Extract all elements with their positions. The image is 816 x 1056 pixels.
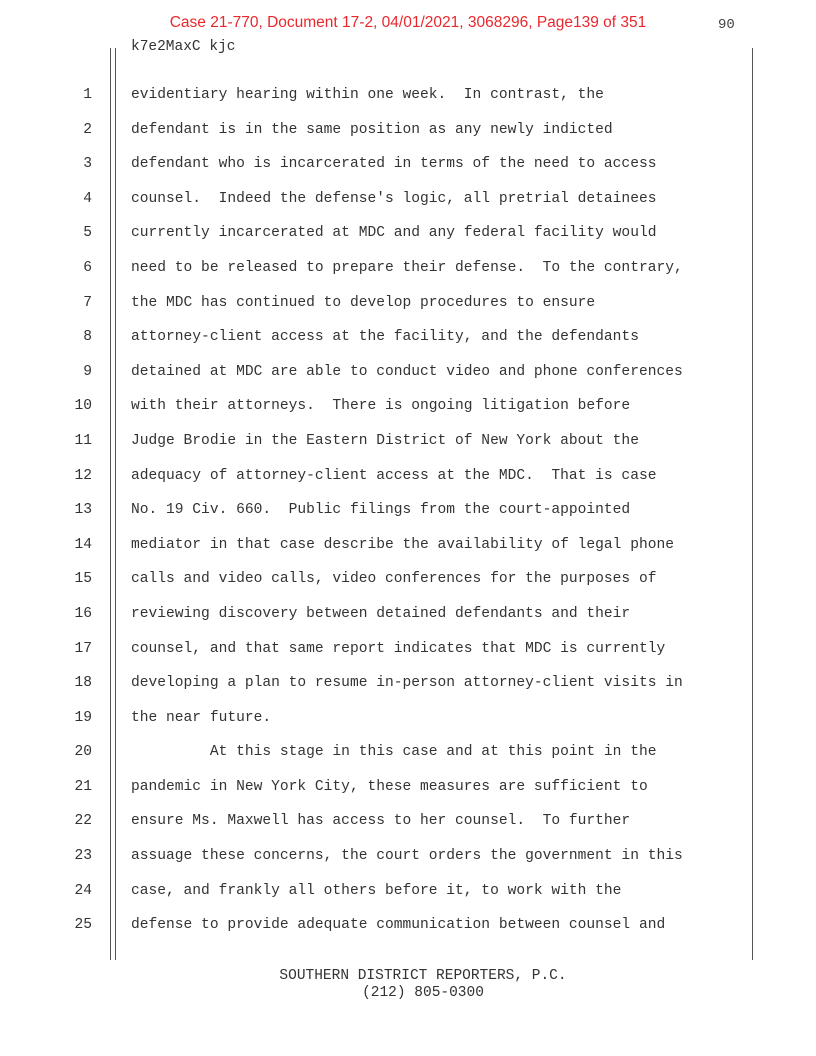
transcript-line: assuage these concerns, the court orders the government in this [131, 848, 683, 865]
left-margin-rule-inner [115, 48, 116, 960]
line-number: 18 [74, 675, 92, 692]
transcript-line: Judge Brodie in the Eastern District of New York about the [131, 432, 639, 449]
transcript-line: detained at MDC are able to conduct video and phone conferences [131, 363, 683, 380]
line-number: 11 [74, 432, 92, 449]
line-number: 14 [74, 536, 92, 553]
transcript-line: counsel. Indeed the defense's logic, all pretrial detainees [131, 190, 657, 207]
right-margin-rule [752, 48, 753, 960]
case-stamp: Case 21-770, Document 17-2, 04/01/2021, 3068296, Page139 of 351 [169, 14, 647, 31]
transcript-line: pandemic in New York City, these measures are sufficient to [131, 778, 648, 795]
transcript-line: defense to provide adequate communication between counsel and [131, 917, 666, 934]
transcript-line: currently incarcerated at MDC and any federal facility would [131, 225, 657, 242]
line-number: 10 [74, 398, 92, 415]
transcript-line: calls and video calls, video conferences for the purposes of [131, 571, 657, 588]
reporter-name: SOUTHERN DISTRICT REPORTERS, P.C. [279, 968, 567, 984]
line-number: 4 [83, 190, 92, 207]
page-number: 90 [718, 17, 735, 33]
line-number: 23 [74, 848, 92, 865]
line-number: 8 [83, 329, 92, 346]
transcript-text [131, 80, 751, 945]
transcript-line: need to be released to prepare their defense. To the contrary, [131, 259, 683, 276]
reporter-phone: (212) 805-0300 [362, 985, 484, 1001]
transcript-line: case, and frankly all others before it, to work with the [131, 882, 622, 899]
line-number: 15 [74, 571, 92, 588]
transcript-line: with their attorneys. There is ongoing litigation before [131, 398, 631, 415]
line-number: 20 [74, 744, 92, 761]
transcript-line: evidentiary hearing within one week. In contrast, the [131, 87, 604, 103]
transcript-line: defendant who is incarcerated in terms of the need to access [131, 156, 657, 173]
transcript-line: developing a plan to resume in-person attorney-client visits in [131, 675, 683, 692]
line-number-column [60, 80, 92, 945]
line-number: 13 [74, 502, 92, 519]
transcript-line: At this stage in this case and at this point in the [131, 744, 657, 761]
document-id: k7e2MaxC kjc [131, 39, 236, 55]
transcript-line: attorney-client access at the facility, and the defendants [131, 329, 639, 346]
line-number: 19 [74, 709, 92, 726]
transcript-line: ensure Ms. Maxwell has access to her counsel. To further [131, 813, 631, 830]
line-number: 17 [74, 640, 92, 657]
line-number: 25 [74, 917, 92, 934]
footer [0, 968, 816, 1002]
transcript-line: reviewing discovery between detained defendants and their [131, 605, 631, 622]
line-number: 21 [74, 778, 92, 795]
line-number: 6 [83, 259, 92, 276]
transcript-line: mediator in that case describe the availability of legal phone [131, 536, 674, 553]
left-margin-rule-outer [110, 48, 111, 960]
line-number: 5 [83, 225, 92, 242]
transcript-line: No. 19 Civ. 660. Public filings from the court-appointed [131, 502, 631, 519]
line-number: 16 [74, 605, 92, 622]
line-number: 7 [83, 294, 92, 311]
transcript-line: adequacy of attorney-client access at the MDC. That is case [131, 467, 657, 484]
line-number: 1 [83, 87, 92, 103]
line-number: 22 [74, 813, 92, 830]
transcript-line: the near future. [131, 709, 272, 726]
line-number: 2 [83, 121, 92, 138]
transcript-line: counsel, and that same report indicates that MDC is currently [131, 640, 666, 657]
transcript-line: defendant is in the same position as any newly indicted [131, 121, 613, 138]
transcript-line: the MDC has continued to develop procedures to ensure [131, 294, 596, 311]
line-number: 9 [83, 363, 92, 380]
line-number: 3 [83, 156, 92, 173]
line-number: 12 [74, 467, 92, 484]
line-number: 24 [74, 882, 92, 899]
